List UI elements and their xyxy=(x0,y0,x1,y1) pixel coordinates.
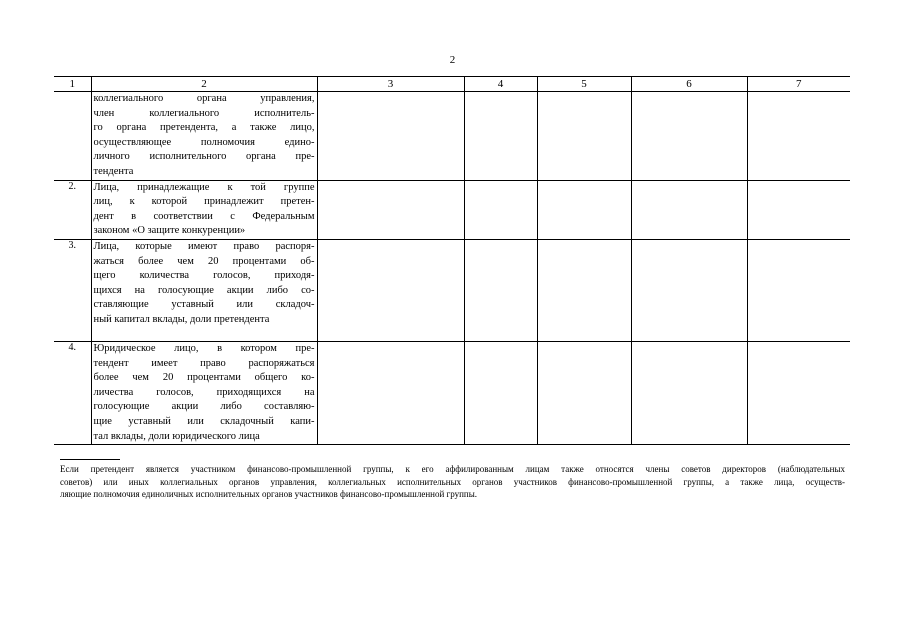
footnote-line: советов) или иных коллегиальных органов управления, коллегиальных исполнительных органов участников финансово-промышленной группы, а также лица, осуществ- xyxy=(60,476,845,487)
table-cell xyxy=(317,341,464,444)
description-line: тал вклады, доли юридического лица xyxy=(93,430,260,442)
footnote xyxy=(60,463,845,501)
table-cell xyxy=(631,92,747,181)
description-line: щие уставный или складочный капи- xyxy=(93,415,315,427)
column-header-5: 5 xyxy=(537,77,631,92)
description-line: коллегиального органа управления, xyxy=(93,93,315,104)
description-line: личного исполнительного органа пре- xyxy=(93,151,315,163)
description-line: голосующие акции либо составляю- xyxy=(93,401,315,413)
footnote-divider xyxy=(60,459,120,460)
table-cell xyxy=(747,92,850,181)
column-header-4: 4 xyxy=(464,77,537,92)
description-line: тендент имеет право распоряжаться xyxy=(93,357,315,369)
table-cell xyxy=(317,239,464,341)
table-cell xyxy=(747,341,850,444)
description-line: лиц, к которой принадлежит претен- xyxy=(93,196,315,208)
table-cell xyxy=(464,239,537,341)
description-line: тендента xyxy=(93,165,134,177)
row-description xyxy=(91,92,317,181)
description-line: осуществляющее полномочия едино- xyxy=(93,136,315,148)
column-header-3: 3 xyxy=(317,77,464,92)
table-cell xyxy=(464,92,537,181)
table-cell xyxy=(464,341,537,444)
description-line: законом «О защите конкуренции» xyxy=(93,225,246,237)
table-row xyxy=(54,239,850,341)
column-header-7: 7 xyxy=(747,77,850,92)
table-cell xyxy=(537,92,631,181)
table-cell xyxy=(631,341,747,444)
column-header-2: 2 xyxy=(91,77,317,92)
row-description xyxy=(91,180,317,239)
description-line: ставляющие уставный или складоч- xyxy=(93,299,315,311)
table-cell xyxy=(537,239,631,341)
description-line: щего количества голосов, приходя- xyxy=(93,270,315,282)
table-cell xyxy=(317,92,464,181)
table-cell xyxy=(317,180,464,239)
column-header-1: 1 xyxy=(54,77,91,92)
description-line: ный капитал вклады, доли претендента xyxy=(93,313,270,325)
table-row xyxy=(54,180,850,239)
table-cell xyxy=(464,180,537,239)
table-cell xyxy=(537,341,631,444)
description-line: Лица, которые имеют право распоря- xyxy=(93,240,315,252)
description-line: щихся на голосующие акции либо со- xyxy=(93,284,315,296)
description-line: Юридическое лицо, в котором пре- xyxy=(93,342,315,354)
description-line: Лица, принадлежащие к той группе xyxy=(93,181,315,193)
page-number: 2 xyxy=(449,54,456,66)
table-cell xyxy=(747,180,850,239)
column-header-6: 6 xyxy=(631,77,747,92)
row-number: 2. xyxy=(54,180,91,239)
description-line: личества голосов, приходящихся на xyxy=(93,386,315,398)
table-cell xyxy=(537,180,631,239)
table-cell xyxy=(747,239,850,341)
table-header-row xyxy=(54,77,850,92)
affiliated-persons-table xyxy=(54,76,850,445)
description-line: го органа претендента, а также лицо, xyxy=(93,122,315,134)
description-line: дент в соответствии с Федеральным xyxy=(93,210,315,222)
description-line: член коллегиального исполнитель- xyxy=(93,107,315,119)
table-cell xyxy=(631,239,747,341)
row-number: 3. xyxy=(54,239,91,341)
description-line: более чем 20 процентами общего ко- xyxy=(93,372,315,384)
footnote-line: ляющие полномочия единоличных исполнительных органов участников финансово-промышленной группы. xyxy=(60,489,478,499)
table-row xyxy=(54,92,850,181)
row-number xyxy=(54,92,91,181)
row-description xyxy=(91,239,317,341)
description-line: жаться более чем 20 процентами об- xyxy=(93,255,315,267)
row-number: 4. xyxy=(54,341,91,444)
table-row xyxy=(54,341,850,444)
footnote-line: Если претендент является участником финансово-промышленной группы, к его аффилированным лицам также относятся члены советов директоров (наблюдательных xyxy=(60,464,845,474)
row-description xyxy=(91,341,317,444)
table-cell xyxy=(631,180,747,239)
